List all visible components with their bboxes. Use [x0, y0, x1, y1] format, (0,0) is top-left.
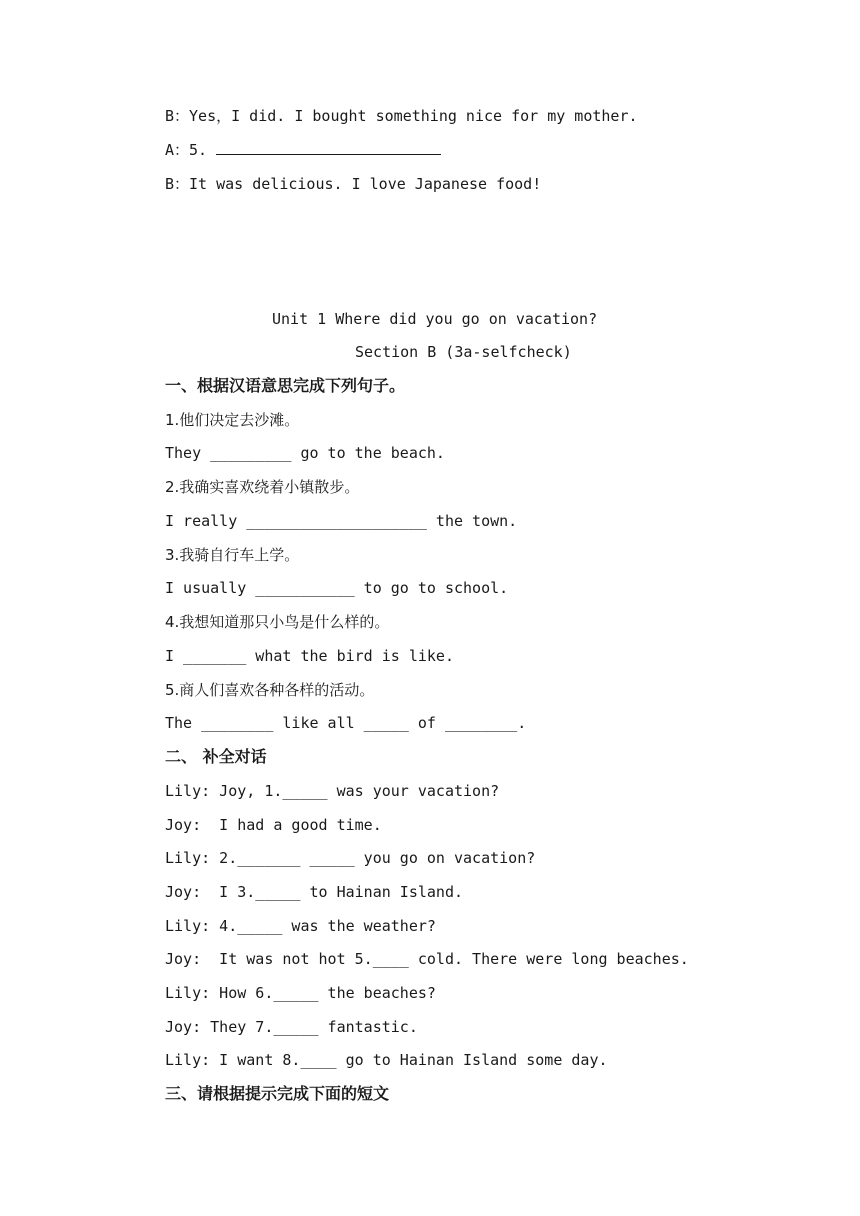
part1-item-4-cn: 4.我想知道那只小鸟是什么样的。: [165, 613, 390, 631]
part2-heading: 二、 补全对话: [165, 747, 267, 766]
part3-heading: 三、请根据提示完成下面的短文: [165, 1084, 390, 1103]
part1-item-5-en: The ________ like all _____ of ________.: [165, 714, 527, 732]
part1-item-3-en: I usually ___________ to go to school.: [165, 579, 509, 597]
part2-line-7: Lily: How 6._____ the beaches?: [165, 984, 436, 1002]
part1-item-2-en: I really ____________________ the town.: [165, 512, 518, 530]
part2-line-5: Lily: 4._____ was the weather?: [165, 917, 436, 935]
part2-line-3: Lily: 2._______ _____ you go on vacation?: [165, 849, 536, 867]
dialogue-line-b1: B：Yes，I did. I bought something nice for my mother.: [165, 107, 638, 125]
part2-line-1: Lily: Joy, 1._____ was your vacation?: [165, 782, 500, 800]
part1-item-4-en: I _______ what the bird is like.: [165, 647, 454, 665]
part1-item-1-cn: 1.他们决定去沙滩。: [165, 411, 300, 429]
part2-line-8: Joy: They 7._____ fantastic.: [165, 1018, 418, 1036]
part1-heading: 一、根据汉语意思完成下列句子。: [165, 376, 406, 395]
page-subtitle: Section B (3a-selfcheck): [355, 343, 572, 361]
part2-line-2: Joy: I had a good time.: [165, 816, 382, 834]
part1-item-1-en: They _________ go to the beach.: [165, 444, 445, 462]
part1-item-5-cn: 5.商人们喜欢各种各样的活动。: [165, 681, 375, 699]
answer-blank[interactable]: [216, 140, 441, 155]
dialogue-line-a5-label: A：5.: [165, 141, 217, 159]
part2-line-9: Lily: I want 8.____ go to Hainan Island some day.: [165, 1051, 608, 1069]
part2-line-4: Joy: I 3._____ to Hainan Island.: [165, 883, 464, 901]
page-title: Unit 1 Where did you go on vacation?: [272, 310, 598, 328]
part1-item-2-cn: 2.我确实喜欢绕着小镇散步。: [165, 478, 360, 496]
part1-item-3-cn: 3.我骑自行车上学。: [165, 546, 300, 564]
dialogue-line-a5: [165, 140, 441, 160]
part2-line-6: Joy: It was not hot 5.____ cold. There were long beaches.: [165, 950, 689, 968]
dialogue-line-b2: B：It was delicious. I love Japanese food!: [165, 175, 542, 193]
